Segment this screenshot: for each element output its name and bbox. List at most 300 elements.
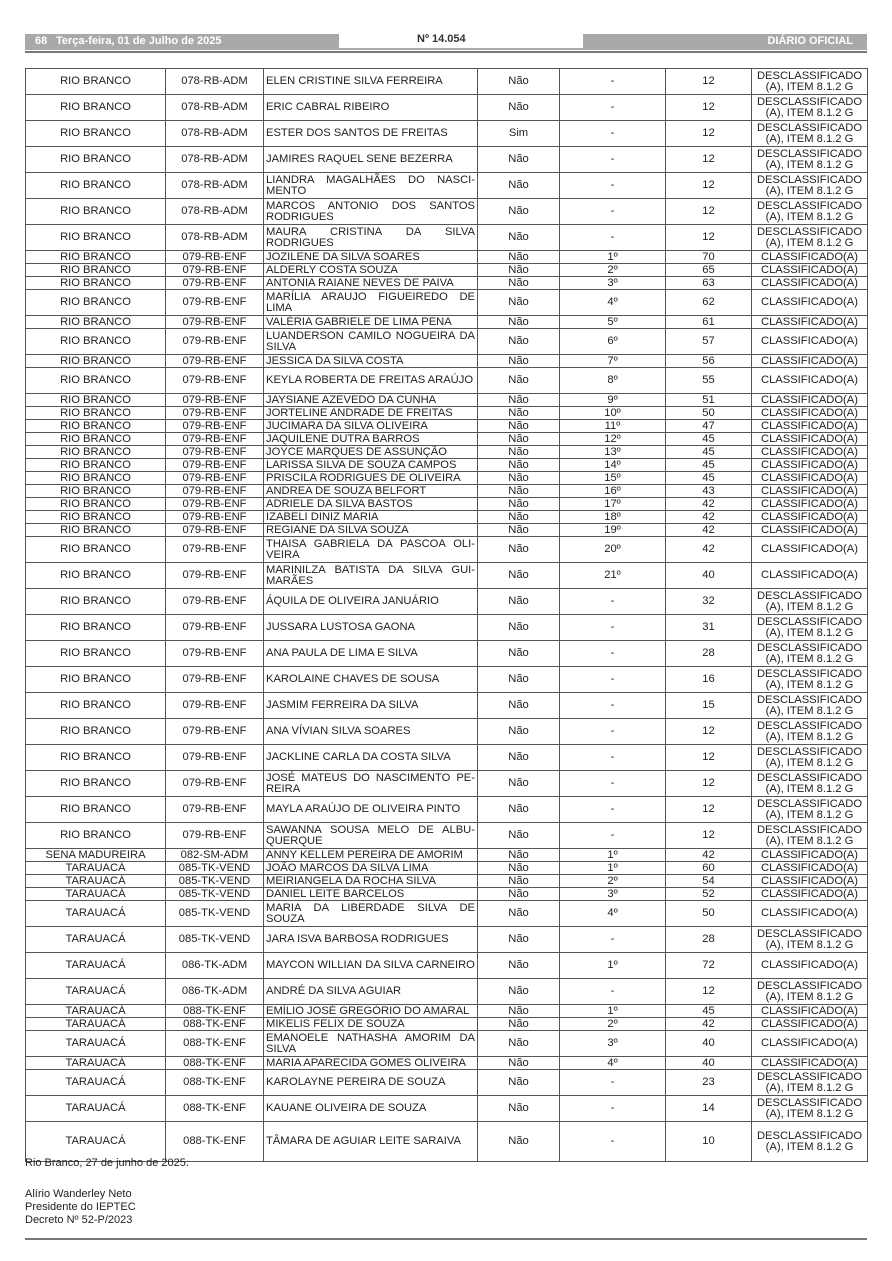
rank-cell: 15º — [560, 472, 666, 485]
name-cell: IZABELI DINIZ MARIA — [264, 511, 478, 524]
issue-date: Terça-feira, 01 de Julho de 2025 — [56, 35, 222, 47]
city-cell: RIO BRANCO — [26, 745, 166, 771]
status-cell: CLASSIFICADO(A) — [752, 459, 868, 472]
city-cell: RIO BRANCO — [26, 667, 166, 693]
page-header — [25, 32, 867, 50]
name-cell: JAMIRES RAQUEL SENE BEZERRA — [264, 147, 478, 173]
table-row — [26, 459, 868, 472]
name-cell: ELEN CRISTINE SILVA FERREIRA — [264, 69, 478, 95]
code-cell: 088-TK-ENF — [166, 1018, 264, 1031]
name-cell: ANDRÉ DA SILVA AGUIAR — [264, 979, 478, 1005]
name-cell: JAQUILENE DUTRA BARROS — [264, 433, 478, 446]
table-row — [26, 329, 868, 355]
score-cell: 12 — [666, 225, 752, 251]
city-cell: TARAUACÁ — [26, 1031, 166, 1057]
score-cell: 62 — [666, 290, 752, 316]
status-cell: CLASSIFICADO(A) — [752, 498, 868, 511]
name-cell: TÂMARA DE AGUIAR LEITE SARAIVA — [264, 1122, 478, 1162]
flag-cell: Não — [478, 589, 560, 615]
table-row — [26, 979, 868, 1005]
status-cell: DESCLASSIFICADO (A), ITEM 8.1.2 G — [752, 823, 868, 849]
city-cell: RIO BRANCO — [26, 199, 166, 225]
code-cell: 078-RB-ADM — [166, 173, 264, 199]
header-tab-left — [315, 34, 339, 50]
city-cell: RIO BRANCO — [26, 420, 166, 433]
flag-cell: Não — [478, 277, 560, 290]
code-cell: 078-RB-ADM — [166, 95, 264, 121]
city-cell: TARAUACÁ — [26, 1018, 166, 1031]
code-cell: 079-RB-ENF — [166, 472, 264, 485]
city-cell: RIO BRANCO — [26, 446, 166, 459]
score-cell: 70 — [666, 251, 752, 264]
rank-cell: 2º — [560, 1018, 666, 1031]
status-cell: DESCLASSIFICADO (A), ITEM 8.1.2 G — [752, 667, 868, 693]
score-cell: 45 — [666, 472, 752, 485]
city-cell: RIO BRANCO — [26, 69, 166, 95]
score-cell: 63 — [666, 277, 752, 290]
table-row — [26, 498, 868, 511]
code-cell: 088-TK-ENF — [166, 1122, 264, 1162]
publication-title: DIÁRIO OFICIAL — [767, 35, 853, 47]
table-row — [26, 316, 868, 329]
flag-cell: Não — [478, 719, 560, 745]
status-cell: CLASSIFICADO(A) — [752, 511, 868, 524]
flag-cell: Não — [478, 485, 560, 498]
rank-cell: - — [560, 771, 666, 797]
rank-cell: - — [560, 745, 666, 771]
table-row — [26, 368, 868, 394]
status-cell: CLASSIFICADO(A) — [752, 1057, 868, 1070]
code-cell: 078-RB-ADM — [166, 225, 264, 251]
flag-cell: Não — [478, 147, 560, 173]
rank-cell: - — [560, 979, 666, 1005]
score-cell: 12 — [666, 199, 752, 225]
status-cell: CLASSIFICADO(A) — [752, 537, 868, 563]
city-cell: RIO BRANCO — [26, 615, 166, 641]
status-cell: CLASSIFICADO(A) — [752, 875, 868, 888]
name-cell: MAYCON WILLIAN DA SILVA CARNEIRO — [264, 953, 478, 979]
rank-cell: - — [560, 719, 666, 745]
city-cell: TARAUACÁ — [26, 927, 166, 953]
city-cell: RIO BRANCO — [26, 329, 166, 355]
score-cell: 40 — [666, 1031, 752, 1057]
table-row — [26, 95, 868, 121]
score-cell: 12 — [666, 979, 752, 1005]
code-cell: 082-SM-ADM — [166, 849, 264, 862]
rank-cell: - — [560, 1122, 666, 1162]
table-row — [26, 901, 868, 927]
flag-cell: Não — [478, 316, 560, 329]
status-cell: DESCLASSIFICADO (A), ITEM 8.1.2 G — [752, 147, 868, 173]
name-cell: KAUANE OLIVEIRA DE SOUZA — [264, 1096, 478, 1122]
flag-cell: Não — [478, 472, 560, 485]
code-cell: 079-RB-ENF — [166, 511, 264, 524]
rank-cell: 1º — [560, 1005, 666, 1018]
table-row — [26, 1122, 868, 1162]
name-cell: MAURA CRISTINA DA SILVA RODRIGUES — [264, 225, 478, 251]
name-cell: ALDERLY COSTA SOUZA — [264, 264, 478, 277]
table-row — [26, 69, 868, 95]
city-cell: RIO BRANCO — [26, 264, 166, 277]
rank-cell: 17º — [560, 498, 666, 511]
name-cell: JORTELINE ANDRADE DE FREITAS — [264, 407, 478, 420]
score-cell: 12 — [666, 121, 752, 147]
status-cell: CLASSIFICADO(A) — [752, 316, 868, 329]
status-cell: DESCLASSIFICADO (A), ITEM 8.1.2 G — [752, 641, 868, 667]
code-cell: 079-RB-ENF — [166, 498, 264, 511]
name-cell: MARÍLIA ARAUJO FIGUEIREDO DE LIMA — [264, 290, 478, 316]
score-cell: 12 — [666, 69, 752, 95]
code-cell: 085-TK-VEND — [166, 888, 264, 901]
status-cell: CLASSIFICADO(A) — [752, 329, 868, 355]
city-cell: RIO BRANCO — [26, 368, 166, 394]
status-cell: CLASSIFICADO(A) — [752, 563, 868, 589]
code-cell: 079-RB-ENF — [166, 446, 264, 459]
code-cell: 085-TK-VEND — [166, 901, 264, 927]
code-cell: 088-TK-ENF — [166, 1096, 264, 1122]
table-row — [26, 589, 868, 615]
table-row — [26, 537, 868, 563]
rank-cell: - — [560, 1070, 666, 1096]
code-cell: 085-TK-VEND — [166, 927, 264, 953]
score-cell: 31 — [666, 615, 752, 641]
rank-cell: - — [560, 225, 666, 251]
name-cell: EMANOELE NATHASHA AMORIM DA SILVA — [264, 1031, 478, 1057]
flag-cell: Não — [478, 641, 560, 667]
rank-cell: 2º — [560, 875, 666, 888]
score-cell: 40 — [666, 1057, 752, 1070]
score-cell: 16 — [666, 667, 752, 693]
rank-cell: 7º — [560, 355, 666, 368]
status-cell: CLASSIFICADO(A) — [752, 446, 868, 459]
table-row — [26, 472, 868, 485]
flag-cell: Não — [478, 901, 560, 927]
rank-cell: - — [560, 823, 666, 849]
code-cell: 079-RB-ENF — [166, 251, 264, 264]
rank-cell: 19º — [560, 524, 666, 537]
city-cell: TARAUACÁ — [26, 953, 166, 979]
rank-cell: 4º — [560, 901, 666, 927]
name-cell: JOSÉ MATEUS DO NASCIMENTO PE-REIRA — [264, 771, 478, 797]
flag-cell: Não — [478, 849, 560, 862]
score-cell: 42 — [666, 1018, 752, 1031]
status-cell: DESCLASSIFICADO (A), ITEM 8.1.2 G — [752, 199, 868, 225]
table-row — [26, 1070, 868, 1096]
rank-cell: 3º — [560, 888, 666, 901]
city-cell: RIO BRANCO — [26, 511, 166, 524]
table-row — [26, 277, 868, 290]
score-cell: 12 — [666, 147, 752, 173]
city-cell: RIO BRANCO — [26, 719, 166, 745]
status-cell: CLASSIFICADO(A) — [752, 433, 868, 446]
city-cell: RIO BRANCO — [26, 693, 166, 719]
rank-cell: - — [560, 95, 666, 121]
flag-cell: Não — [478, 446, 560, 459]
status-cell: CLASSIFICADO(A) — [752, 368, 868, 394]
status-cell: CLASSIFICADO(A) — [752, 407, 868, 420]
rank-cell: - — [560, 693, 666, 719]
name-cell: MAYLA ARAÚJO DE OLIVEIRA PINTO — [264, 797, 478, 823]
score-cell: 65 — [666, 264, 752, 277]
score-cell: 42 — [666, 511, 752, 524]
rank-cell: 16º — [560, 485, 666, 498]
status-cell: CLASSIFICADO(A) — [752, 472, 868, 485]
flag-cell: Sim — [478, 121, 560, 147]
code-cell: 079-RB-ENF — [166, 563, 264, 589]
name-cell: ANDREA DE SOUZA BELFORT — [264, 485, 478, 498]
rank-cell: 13º — [560, 446, 666, 459]
code-cell: 088-TK-ENF — [166, 1070, 264, 1096]
name-cell: ANNY KELLEM PEREIRA DE AMORIM — [264, 849, 478, 862]
city-cell: RIO BRANCO — [26, 95, 166, 121]
city-cell: RIO BRANCO — [26, 823, 166, 849]
code-cell: 079-RB-ENF — [166, 745, 264, 771]
rank-cell: - — [560, 615, 666, 641]
score-cell: 28 — [666, 641, 752, 667]
city-cell: RIO BRANCO — [26, 459, 166, 472]
score-cell: 51 — [666, 394, 752, 407]
status-cell: CLASSIFICADO(A) — [752, 355, 868, 368]
city-cell: RIO BRANCO — [26, 277, 166, 290]
status-cell: DESCLASSIFICADO (A), ITEM 8.1.2 G — [752, 95, 868, 121]
city-cell: RIO BRANCO — [26, 290, 166, 316]
table-row — [26, 407, 868, 420]
table-row — [26, 121, 868, 147]
flag-cell: Não — [478, 771, 560, 797]
status-cell: DESCLASSIFICADO (A), ITEM 8.1.2 G — [752, 771, 868, 797]
flag-cell: Não — [478, 1096, 560, 1122]
flag-cell: Não — [478, 745, 560, 771]
status-cell: CLASSIFICADO(A) — [752, 862, 868, 875]
name-cell: ADRIELE DA SILVA BASTOS — [264, 498, 478, 511]
status-cell: DESCLASSIFICADO (A), ITEM 8.1.2 G — [752, 693, 868, 719]
score-cell: 42 — [666, 498, 752, 511]
status-cell: DESCLASSIFICADO (A), ITEM 8.1.2 G — [752, 225, 868, 251]
code-cell: 088-TK-ENF — [166, 1057, 264, 1070]
code-cell: 079-RB-ENF — [166, 719, 264, 745]
code-cell: 088-TK-ENF — [166, 1005, 264, 1018]
flag-cell: Não — [478, 693, 560, 719]
flag-cell: Não — [478, 459, 560, 472]
table-row — [26, 823, 868, 849]
code-cell: 079-RB-ENF — [166, 524, 264, 537]
score-cell: 50 — [666, 901, 752, 927]
name-cell: ANA VÍVIAN SILVA SOARES — [264, 719, 478, 745]
code-cell: 079-RB-ENF — [166, 667, 264, 693]
status-cell: CLASSIFICADO(A) — [752, 277, 868, 290]
rank-cell: 18º — [560, 511, 666, 524]
score-cell: 45 — [666, 446, 752, 459]
code-cell: 079-RB-ENF — [166, 264, 264, 277]
flag-cell: Não — [478, 888, 560, 901]
name-cell: MEIRIANGELA DA ROCHA SILVA — [264, 875, 478, 888]
flag-cell: Não — [478, 368, 560, 394]
footer-rule — [25, 1238, 867, 1240]
code-cell: 079-RB-ENF — [166, 407, 264, 420]
flag-cell: Não — [478, 251, 560, 264]
city-cell: RIO BRANCO — [26, 433, 166, 446]
table-row — [26, 511, 868, 524]
name-cell: JASMIM FERREIRA DA SILVA — [264, 693, 478, 719]
code-cell: 079-RB-ENF — [166, 290, 264, 316]
code-cell: 079-RB-ENF — [166, 771, 264, 797]
rank-cell: - — [560, 641, 666, 667]
flag-cell: Não — [478, 823, 560, 849]
table-row — [26, 745, 868, 771]
name-cell: MARIA DA LIBERDADE SILVA DE SOUZA — [264, 901, 478, 927]
code-cell: 079-RB-ENF — [166, 316, 264, 329]
header-tab-right — [583, 34, 607, 50]
status-cell: DESCLASSIFICADO (A), ITEM 8.1.2 G — [752, 1070, 868, 1096]
score-cell: 40 — [666, 563, 752, 589]
city-cell: TARAUACÁ — [26, 1057, 166, 1070]
name-cell: KAROLAYNE PEREIRA DE SOUZA — [264, 1070, 478, 1096]
score-cell: 12 — [666, 719, 752, 745]
score-cell: 45 — [666, 433, 752, 446]
city-cell: TARAUACÁ — [26, 1096, 166, 1122]
name-cell: SAWANNA SOUSA MELO DE ALBU-QUERQUE — [264, 823, 478, 849]
flag-cell: Não — [478, 420, 560, 433]
name-cell: JOYCE MARQUES DE ASSUNÇÃO — [264, 446, 478, 459]
table-row — [26, 953, 868, 979]
flag-cell: Não — [478, 290, 560, 316]
name-cell: KEYLA ROBERTA DE FREITAS ARAÚJO — [264, 368, 478, 394]
rank-cell: 5º — [560, 316, 666, 329]
name-cell: JARA ISVA BARBOSA RODRIGUES — [264, 927, 478, 953]
rank-cell: 6º — [560, 329, 666, 355]
table-row — [26, 641, 868, 667]
status-cell: DESCLASSIFICADO (A), ITEM 8.1.2 G — [752, 745, 868, 771]
table-row — [26, 797, 868, 823]
name-cell: JUSSARA LUSTOSA GAONA — [264, 615, 478, 641]
table-row — [26, 875, 868, 888]
rank-cell: - — [560, 1096, 666, 1122]
rank-cell: 3º — [560, 277, 666, 290]
table-row — [26, 615, 868, 641]
flag-cell: Não — [478, 355, 560, 368]
flag-cell: Não — [478, 875, 560, 888]
rank-cell: - — [560, 589, 666, 615]
city-cell: TARAUACÁ — [26, 888, 166, 901]
table-row — [26, 667, 868, 693]
table-row — [26, 771, 868, 797]
name-cell: ÁQUILA DE OLIVEIRA JANUÁRIO — [264, 589, 478, 615]
name-cell: JAYSIANE AZEVEDO DA CUNHA — [264, 394, 478, 407]
flag-cell: Não — [478, 69, 560, 95]
status-cell: DESCLASSIFICADO (A), ITEM 8.1.2 G — [752, 69, 868, 95]
status-cell: CLASSIFICADO(A) — [752, 1018, 868, 1031]
table-row — [26, 1096, 868, 1122]
score-cell: 61 — [666, 316, 752, 329]
table-row — [26, 563, 868, 589]
name-cell: MARIA APARECIDA GOMES OLIVEIRA — [264, 1057, 478, 1070]
table-row — [26, 173, 868, 199]
flag-cell: Não — [478, 394, 560, 407]
status-cell: CLASSIFICADO(A) — [752, 849, 868, 862]
status-cell: DESCLASSIFICADO (A), ITEM 8.1.2 G — [752, 615, 868, 641]
table-row — [26, 862, 868, 875]
city-cell: RIO BRANCO — [26, 485, 166, 498]
rank-cell: - — [560, 797, 666, 823]
code-cell: 079-RB-ENF — [166, 693, 264, 719]
score-cell: 23 — [666, 1070, 752, 1096]
rank-cell: - — [560, 667, 666, 693]
status-cell: CLASSIFICADO(A) — [752, 1031, 868, 1057]
score-cell: 12 — [666, 797, 752, 823]
table-row — [26, 849, 868, 862]
city-cell: TARAUACÁ — [26, 979, 166, 1005]
footer-place-date: Rio Branco, 27 de junho de 2025. — [25, 1157, 189, 1169]
flag-cell: Não — [478, 433, 560, 446]
city-cell: RIO BRANCO — [26, 771, 166, 797]
issue-number: Nº 14.054 — [417, 33, 466, 45]
flag-cell: Não — [478, 498, 560, 511]
flag-cell: Não — [478, 979, 560, 1005]
footer-signer-name: Alírio Wanderley Neto — [25, 1188, 132, 1200]
status-cell: DESCLASSIFICADO (A), ITEM 8.1.2 G — [752, 589, 868, 615]
flag-cell: Não — [478, 199, 560, 225]
footer-signer-role: Presidente do IEPTEC — [25, 1201, 136, 1213]
score-cell: 12 — [666, 745, 752, 771]
city-cell: SENA MADUREIRA — [26, 849, 166, 862]
name-cell: JACKLINE CARLA DA COSTA SILVA — [264, 745, 478, 771]
city-cell: TARAUACÁ — [26, 1070, 166, 1096]
city-cell: RIO BRANCO — [26, 524, 166, 537]
status-cell: DESCLASSIFICADO (A), ITEM 8.1.2 G — [752, 797, 868, 823]
rank-cell: 8º — [560, 368, 666, 394]
name-cell: JOÃO MARCOS DA SILVA LIMA — [264, 862, 478, 875]
name-cell: VALÉRIA GABRIELE DE LIMA PENA — [264, 316, 478, 329]
code-cell: 079-RB-ENF — [166, 433, 264, 446]
flag-cell: Não — [478, 953, 560, 979]
name-cell: LIANDRA MAGALHÃES DO NASCI-MENTO — [264, 173, 478, 199]
name-cell: MIKELIS FELIX DE SOUZA — [264, 1018, 478, 1031]
table-row — [26, 485, 868, 498]
footer-decree: Decreto Nº 52-P/2023 — [25, 1214, 133, 1226]
score-cell: 50 — [666, 407, 752, 420]
code-cell: 078-RB-ADM — [166, 147, 264, 173]
city-cell: TARAUACÁ — [26, 862, 166, 875]
rank-cell: 4º — [560, 290, 666, 316]
table-row — [26, 446, 868, 459]
city-cell: RIO BRANCO — [26, 472, 166, 485]
city-cell: RIO BRANCO — [26, 251, 166, 264]
rank-cell: - — [560, 69, 666, 95]
table-row — [26, 251, 868, 264]
rank-cell: 2º — [560, 264, 666, 277]
city-cell: TARAUACÁ — [26, 1005, 166, 1018]
rank-cell: 14º — [560, 459, 666, 472]
table-row — [26, 199, 868, 225]
table-row — [26, 719, 868, 745]
flag-cell: Não — [478, 264, 560, 277]
status-cell: CLASSIFICADO(A) — [752, 264, 868, 277]
code-cell: 078-RB-ADM — [166, 69, 264, 95]
name-cell: LARISSA SILVA DE SOUZA CAMPOS — [264, 459, 478, 472]
score-cell: 54 — [666, 875, 752, 888]
table-row — [26, 394, 868, 407]
rank-cell: 4º — [560, 1057, 666, 1070]
flag-cell: Não — [478, 1005, 560, 1018]
name-cell: ESTER DOS SANTOS DE FREITAS — [264, 121, 478, 147]
score-cell: 43 — [666, 485, 752, 498]
flag-cell: Não — [478, 1122, 560, 1162]
status-cell: DESCLASSIFICADO (A), ITEM 8.1.2 G — [752, 1122, 868, 1162]
status-cell: CLASSIFICADO(A) — [752, 901, 868, 927]
table-row — [26, 433, 868, 446]
table-row — [26, 693, 868, 719]
name-cell: JUCIMARA DA SILVA OLIVEIRA — [264, 420, 478, 433]
